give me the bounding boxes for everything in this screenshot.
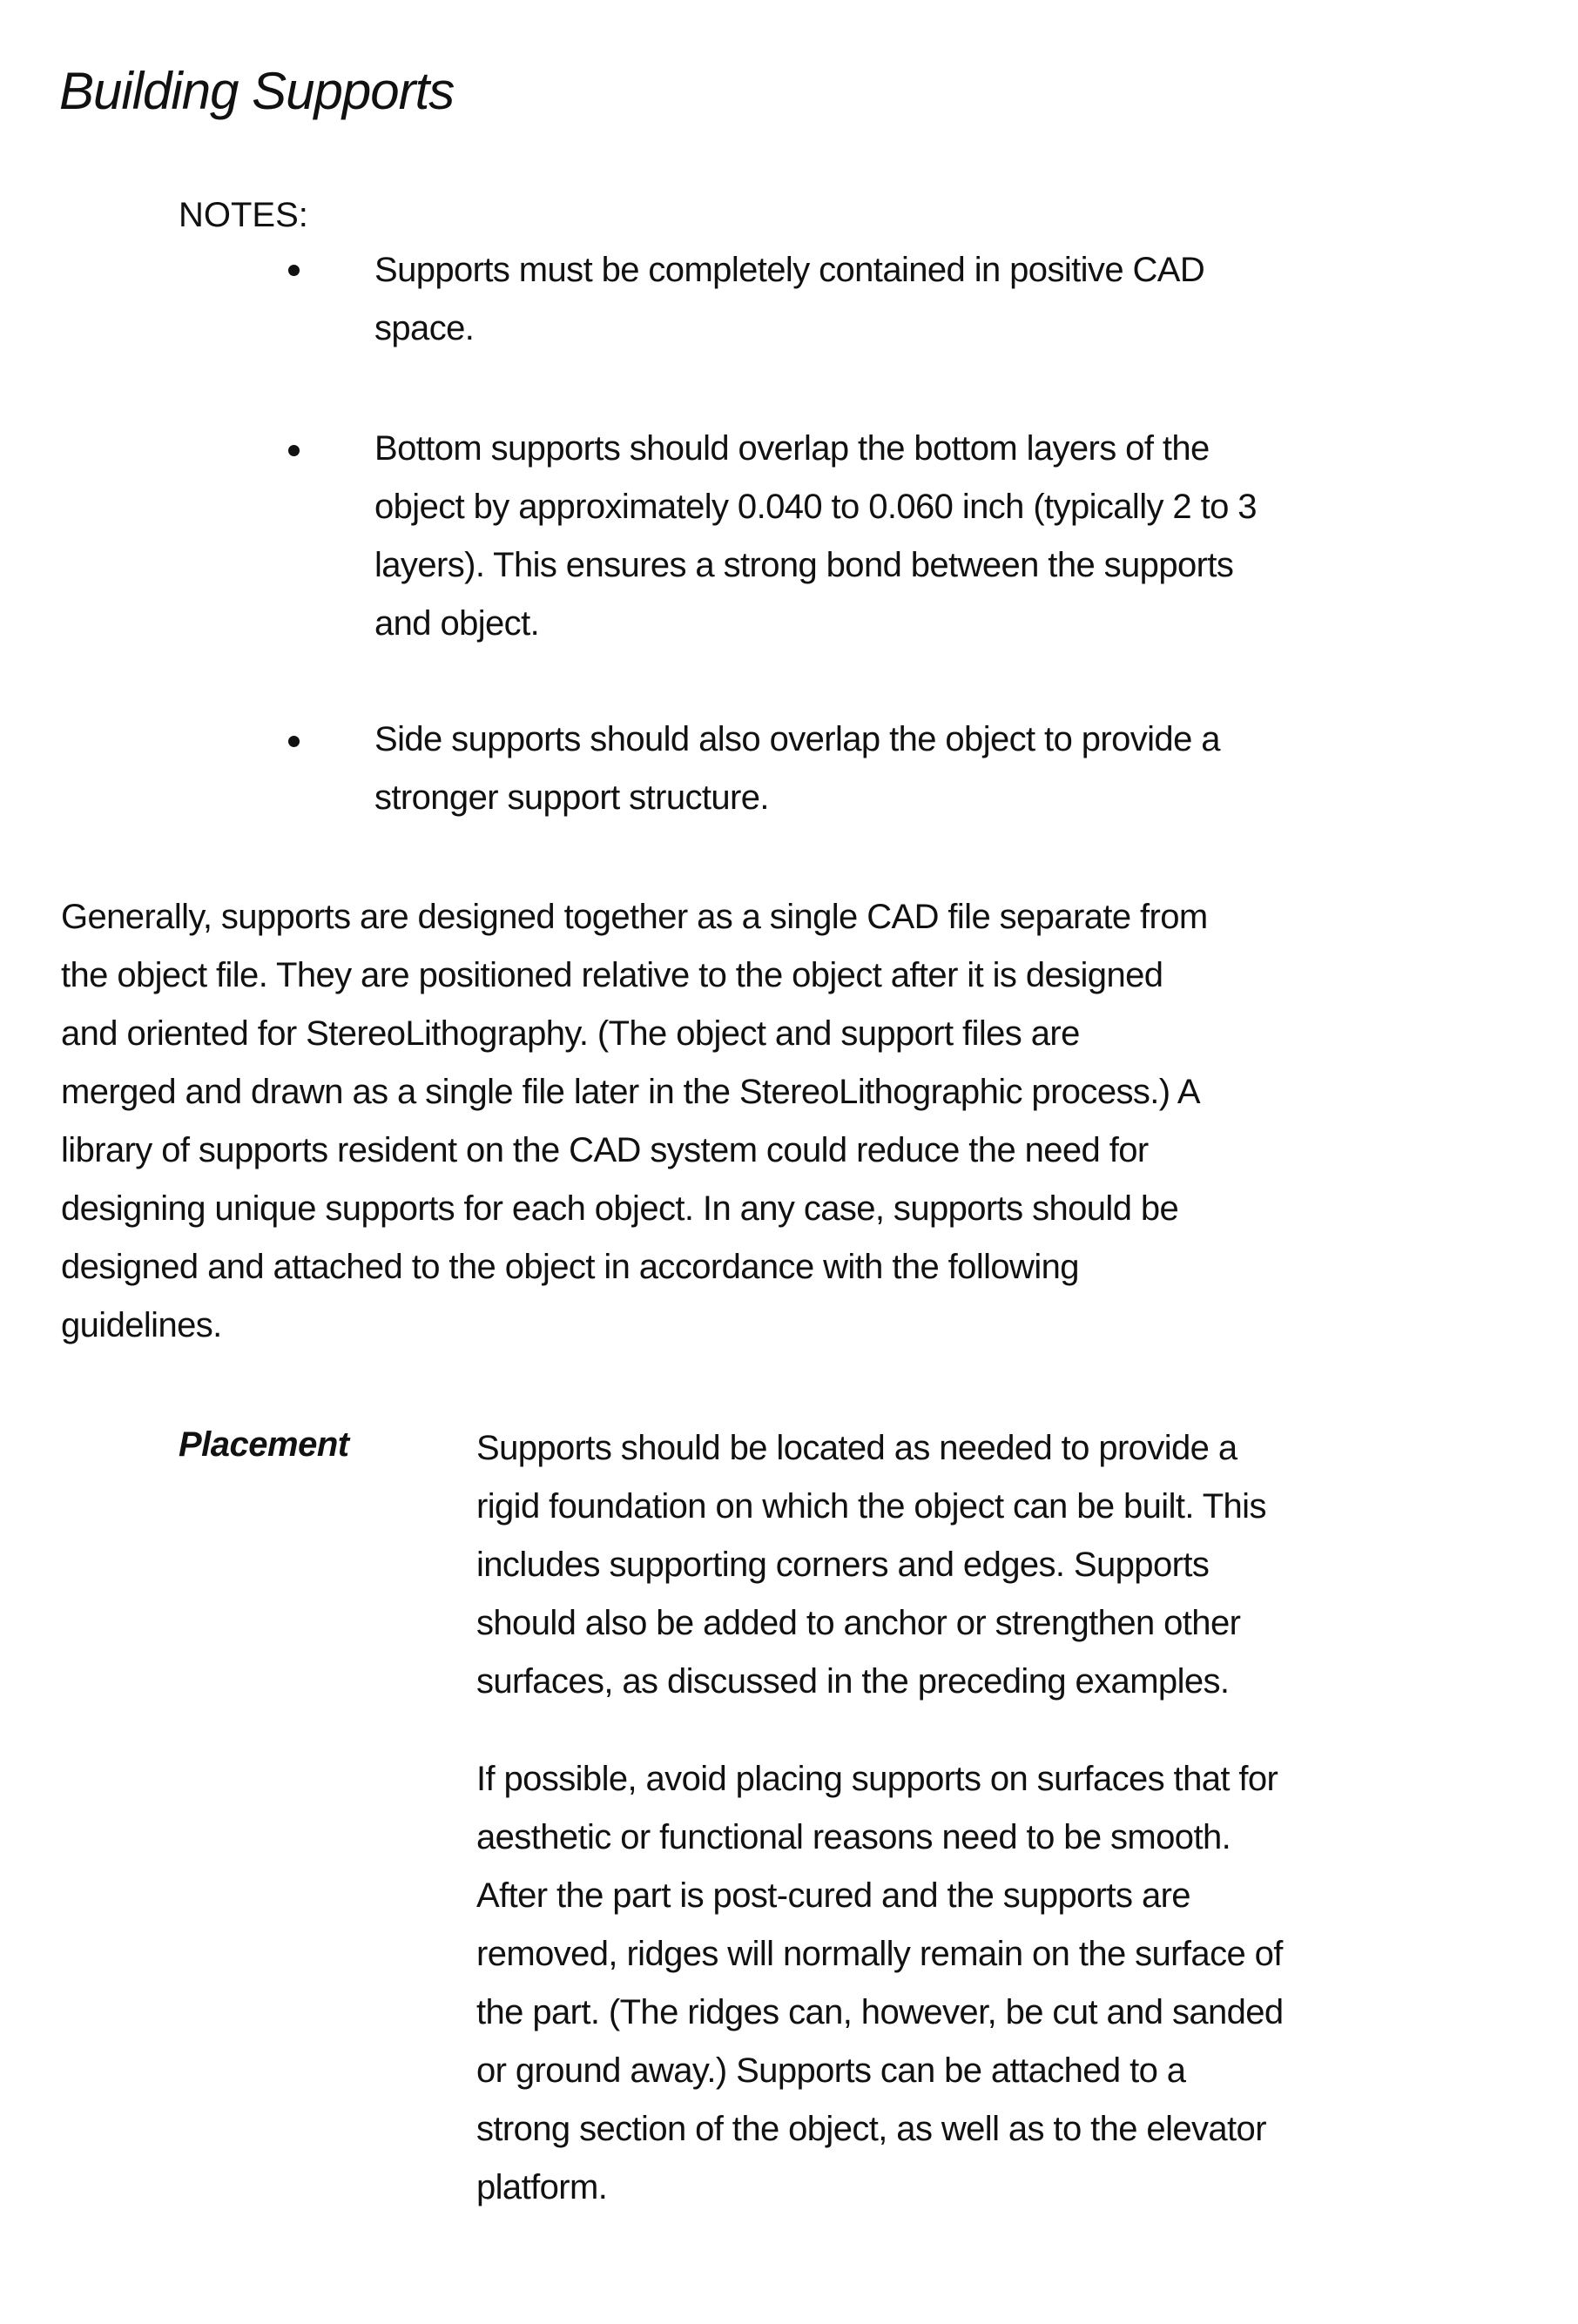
text-line: the object file. They are positioned relative to the object after it is designed (61, 946, 1208, 1005)
bullet-icon (288, 265, 300, 276)
text-line: layers). This ensures a strong bond between the supports (374, 536, 1257, 595)
text-line: or ground away.) Supports can be attached to a (476, 2042, 1284, 2100)
bullet-icon (288, 736, 300, 747)
text-line: object by approximately 0.040 to 0.060 inch (typically 2 to 3 (374, 478, 1257, 536)
notes-label: NOTES: (179, 196, 308, 235)
text-line: library of supports resident on the CAD system could reduce the need for (61, 1122, 1208, 1180)
text-line: aesthetic or functional reasons need to be smooth. (476, 1809, 1284, 1867)
page-title: Building Supports (59, 61, 454, 121)
placement-paragraph (476, 1419, 1266, 1711)
text-line: Supports must be completely contained in positive CAD (374, 241, 1204, 300)
note-item (374, 711, 1220, 827)
body-paragraph (61, 888, 1208, 1355)
text-line: Bottom supports should overlap the bottom layers of the (374, 420, 1257, 478)
text-line: If possible, avoid placing supports on surfaces that for (476, 1750, 1284, 1809)
text-line: Side supports should also overlap the object to provide a (374, 711, 1220, 769)
text-line: strong section of the object, as well as to the elevator (476, 2100, 1284, 2159)
text-line: includes supporting corners and edges. Supports (476, 1536, 1266, 1594)
text-line: guidelines. (61, 1297, 1208, 1355)
text-line: and object. (374, 595, 1257, 653)
text-line: rigid foundation on which the object can be built. This (476, 1478, 1266, 1536)
text-line: and oriented for StereoLithography. (The object and support files are (61, 1005, 1208, 1063)
text-line: surfaces, as discussed in the preceding examples. (476, 1653, 1266, 1711)
text-line: removed, ridges will normally remain on the surface of (476, 1925, 1284, 1984)
note-item (374, 241, 1204, 358)
text-line: designed and attached to the object in accordance with the following (61, 1238, 1208, 1297)
text-line: After the part is post-cured and the supports are (476, 1867, 1284, 1925)
note-item (374, 420, 1257, 653)
bullet-icon (288, 445, 300, 456)
text-line: stronger support structure. (374, 769, 1220, 827)
text-line: should also be added to anchor or strengthen other (476, 1594, 1266, 1653)
placement-label: Placement (179, 1425, 349, 1465)
placement-paragraph (476, 1750, 1284, 2217)
text-line: platform. (476, 2159, 1284, 2217)
text-line: Generally, supports are designed together as a single CAD file separate from (61, 888, 1208, 946)
text-line: merged and drawn as a single file later in the StereoLithographic process.) A (61, 1063, 1208, 1122)
text-line: designing unique supports for each object. In any case, supports should be (61, 1180, 1208, 1238)
text-line: Supports should be located as needed to provide a (476, 1419, 1266, 1478)
text-line: space. (374, 300, 1204, 358)
text-line: the part. (The ridges can, however, be cut and sanded (476, 1984, 1284, 2042)
